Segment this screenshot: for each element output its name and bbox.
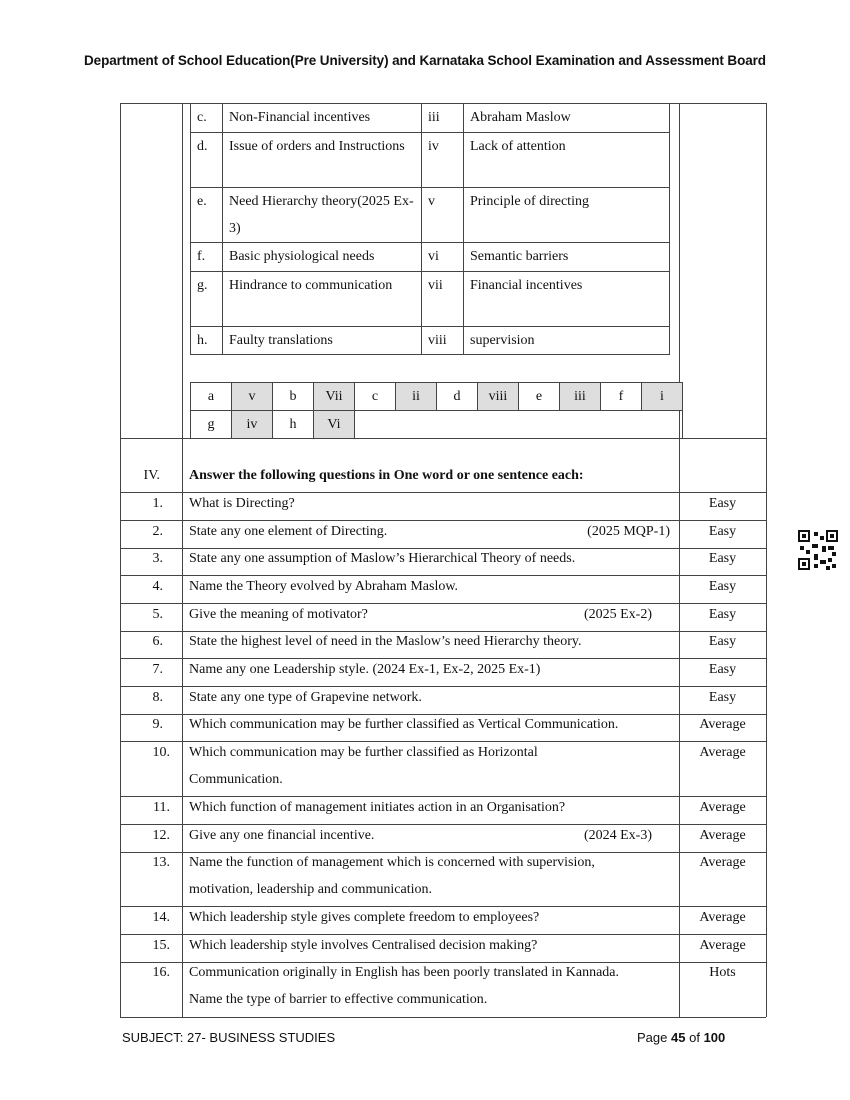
section-number: IV. — [143, 468, 160, 483]
footer-page: Page 45 of 100 — [637, 1030, 726, 1045]
section-heading: Answer the following questions in One word or one sentence each: — [189, 468, 584, 483]
answer-grid — [190, 382, 683, 439]
match-table — [190, 103, 670, 355]
match-row: c. Non-Financial incentives iii Abraham Maslow — [191, 104, 670, 133]
page-header: Department of School Education(Pre University) and Karnataka School Examination and Assessment Board — [84, 53, 766, 68]
match-row: e. Need Hierarchy theory(2025 Ex-3) v Principle of directing — [191, 188, 670, 243]
match-row: h. Faulty translations viii supervision — [191, 327, 670, 355]
match-row: d. Issue of orders and Instructions iv Lack of attention — [191, 133, 670, 188]
match-row: g. Hindrance to communication vii Financial incentives — [191, 272, 670, 327]
qr-code-icon — [798, 530, 838, 570]
footer-subject: SUBJECT: 27- BUSINESS STUDIES — [122, 1030, 336, 1045]
answer-grid-row: g iv h Vi — [191, 411, 683, 439]
answer-grid-row: a v b Vii c ii d viii e iii f i — [191, 383, 683, 411]
match-row: f. Basic physiological needs vi Semantic barriers — [191, 243, 670, 272]
